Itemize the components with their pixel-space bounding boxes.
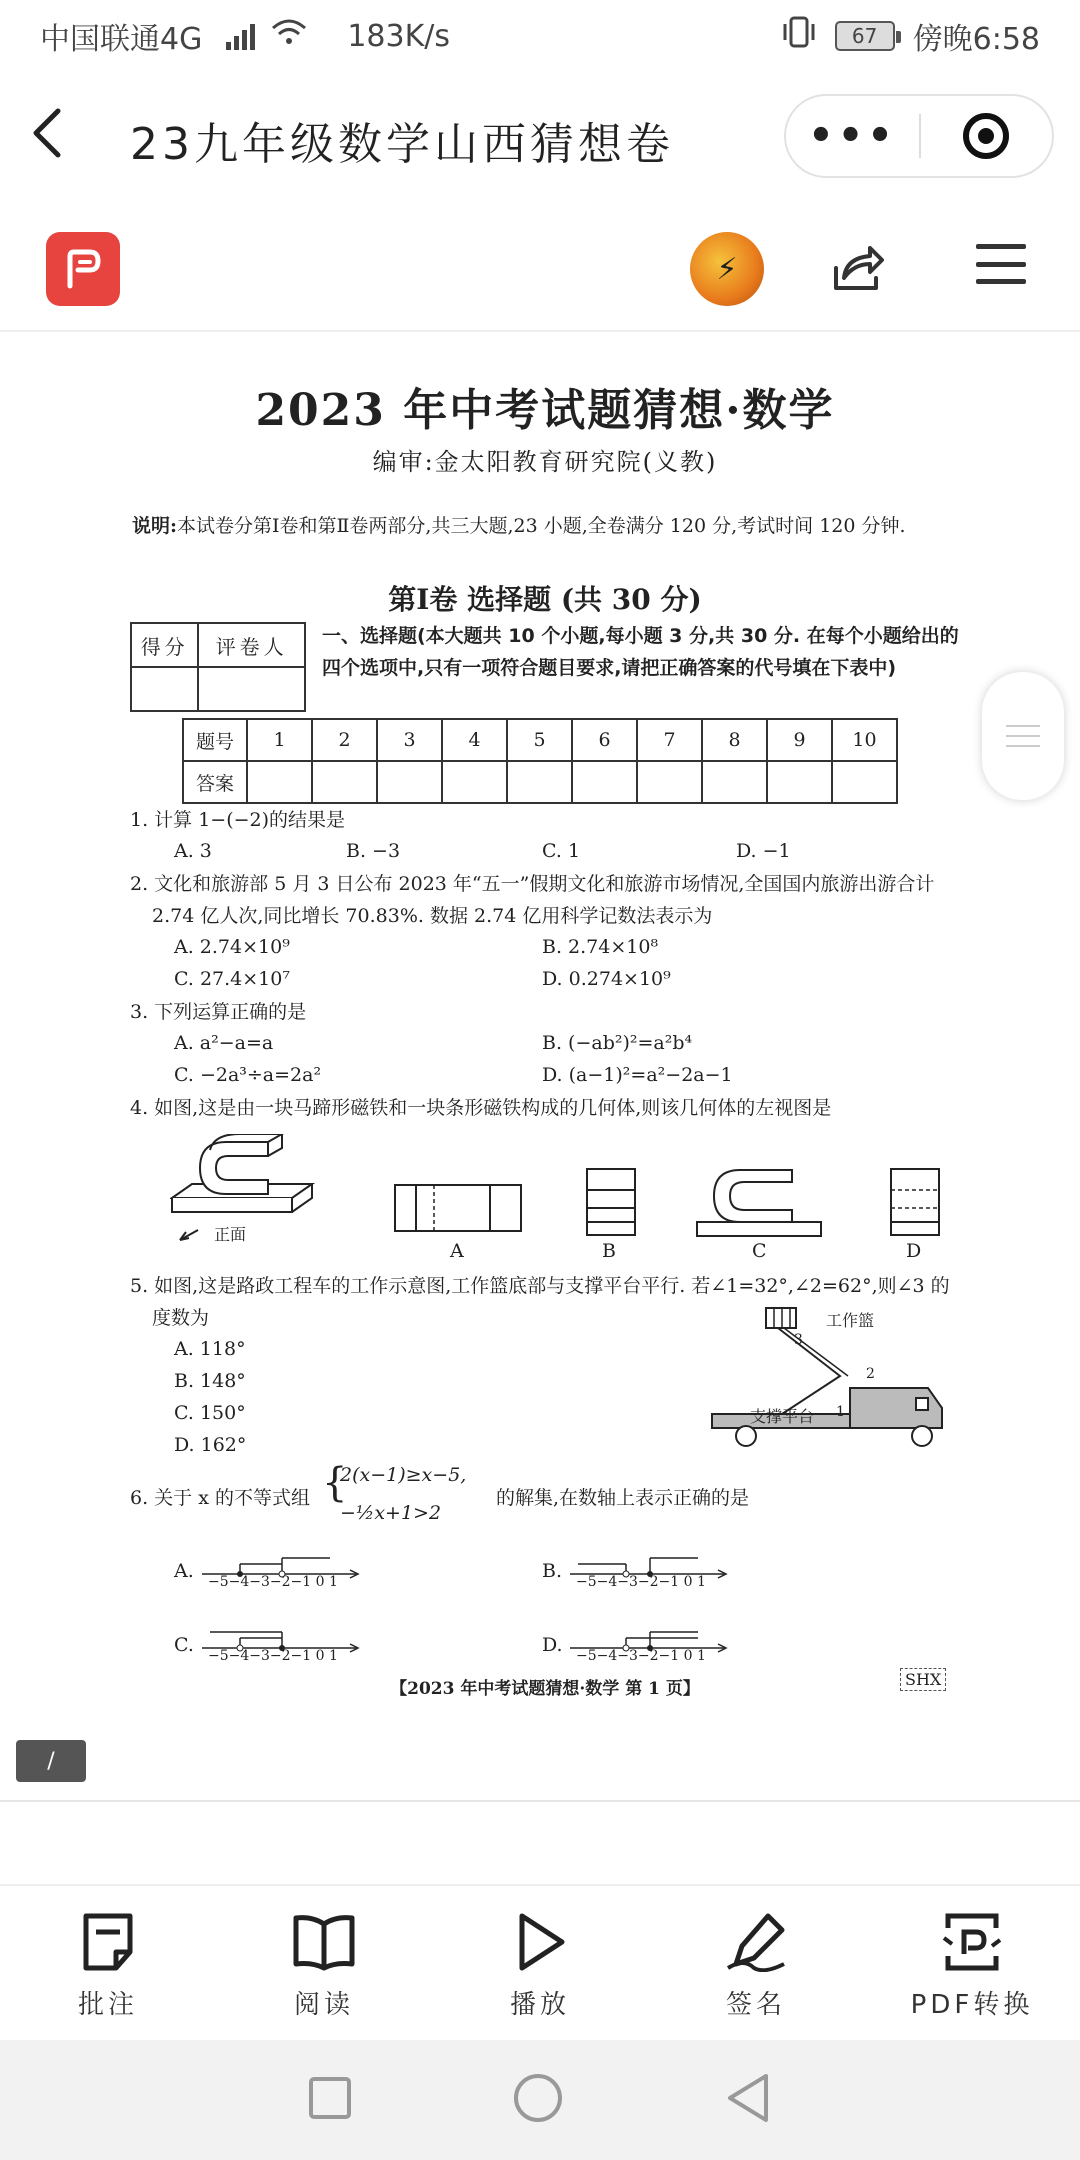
share-icon[interactable]: [830, 240, 884, 298]
answer-table: [182, 718, 898, 804]
app-toolbar: [0, 228, 1080, 332]
page-title: 23九年级数学山西猜想卷: [130, 119, 674, 170]
network-speed: 183K/s: [347, 18, 451, 54]
exam-note: [132, 510, 952, 542]
angle-3-label: 3: [794, 1332, 803, 1348]
q6-option-b: B.: [542, 1560, 563, 1582]
clock: 傍晚6:58: [912, 22, 1040, 57]
app-logo[interactable]: [46, 232, 120, 306]
q3-option-d: D. (a−1)²=a²−2a−1: [542, 1064, 733, 1086]
nav-back-button[interactable]: [724, 2072, 772, 2128]
vibrate-icon: [781, 16, 817, 56]
avatar[interactable]: ⚡: [690, 232, 764, 306]
page-footer: 【2023 年中考试题猜想·数学 第 1 页】: [390, 1679, 700, 1699]
q2-option-d: D. 0.274×10⁹: [542, 968, 671, 990]
q6-b-ticks: −5−4−3−2−1 0 1: [576, 1574, 706, 1590]
paper-code: SHX: [900, 1668, 946, 1691]
back-button[interactable]: [30, 107, 90, 173]
q5-option-b: B. 148°: [174, 1370, 246, 1392]
carrier-label: 中国联通4G: [40, 22, 203, 57]
pdf-convert-button[interactable]: [864, 1886, 1080, 2038]
wifi-icon: [271, 18, 307, 54]
question-2: 2. 文化和旅游部 5 月 3 日公布 2023 年“五一”假期文化和旅游市场情况,全国国内旅游出游合计 2.74 亿人次,同比增长 70.83%. 数据 2.74 亿用科学记数法表示为: [130, 873, 935, 927]
basket-label: 工作篮: [826, 1311, 875, 1330]
exam-subtitle: 编审:金太阳教育研究院(义教): [372, 448, 718, 476]
status-bar: [0, 0, 1080, 72]
angle-1-label: 1: [836, 1404, 845, 1420]
q4-option-d-figure: [890, 1168, 940, 1238]
question-6-suffix: 的解集,在数轴上表示正确的是: [496, 1487, 750, 1509]
q3-option-c: C. −2a³÷a=2a²: [174, 1064, 322, 1086]
home-button[interactable]: [512, 2072, 564, 2128]
q3-option-b: B. (−ab²)²=a²b⁴: [542, 1032, 693, 1054]
q3-option-a: A. a²−a=a: [174, 1032, 274, 1054]
q1-option-b: B. −3: [346, 840, 401, 862]
q6-d-ticks: −5−4−3−2−1 0 1: [576, 1648, 706, 1664]
more-menu-button[interactable]: •••: [808, 113, 897, 159]
triangle-back-icon: [724, 2072, 772, 2124]
table-cell: 5: [507, 719, 572, 761]
table-row: [183, 719, 897, 761]
front-view-label: 正面: [214, 1225, 247, 1244]
table-cell: 3: [377, 719, 442, 761]
annotate-button[interactable]: [0, 1886, 216, 2038]
brace-symbol: {: [322, 1460, 348, 1506]
question-5: 5. 如图,这是路政工程车的工作示意图,工作篮底部与支撑平台平行. 若∠1=32°,∠2=62°,则∠3 的度数为: [130, 1275, 950, 1329]
annotate-label: 批注: [77, 1990, 138, 2020]
table-cell: 答案: [183, 761, 247, 803]
note-label: 说明:: [132, 515, 178, 537]
table-cell: 2: [312, 719, 377, 761]
signature-icon: [724, 1912, 788, 1972]
q5-option-c: C. 150°: [174, 1402, 246, 1424]
q4-option-a-label: A: [450, 1240, 464, 1262]
system-line-2: −½x+1>2: [340, 1502, 442, 1524]
page-indicator: /: [16, 1740, 86, 1782]
pdf-convert-label: PDF转换: [910, 1990, 1034, 2020]
section-title: 第Ⅰ卷 选择题 (共 30 分): [388, 583, 702, 616]
recent-apps-button[interactable]: [308, 2076, 352, 2124]
q6-c-ticks: −5−4−3−2−1 0 1: [208, 1648, 338, 1664]
q6-option-d: D.: [542, 1634, 563, 1656]
pdf-convert-icon: [942, 1912, 1002, 1972]
table-cell: 9: [767, 719, 832, 761]
q1-option-d: D. −1: [736, 840, 791, 862]
system-nav-bar: [0, 2040, 1080, 2160]
road-truck-figure: [690, 1304, 960, 1450]
table-cell: 4: [442, 719, 507, 761]
q1-option-a: A. 3: [174, 840, 212, 862]
platform-label: 支撑平台: [750, 1407, 815, 1426]
square-icon: [308, 2076, 352, 2120]
q4-option-b-label: B: [602, 1240, 616, 1262]
q5-option-d: D. 162°: [174, 1434, 247, 1456]
section-instructions: 一、选择题(本大题共 10 个小题,每小题 3 分,共 30 分. 在每个小题给出的四个选项中,只有一项符合题目要求,请把正确答案的代号填在下表中): [322, 625, 959, 679]
circle-icon: [512, 2072, 564, 2124]
table-cell: 6: [572, 719, 637, 761]
q6-option-c: C.: [174, 1634, 194, 1656]
score-label: 得分: [140, 634, 189, 659]
note-text: 本试卷分第Ⅰ卷和第Ⅱ卷两部分,共三大题,23 小题,全卷满分 120 分,考试时间 120 分钟.: [177, 515, 906, 537]
question-6-prefix: 6. 关于 x 的不等式组: [130, 1487, 310, 1509]
q4-option-c-label: C: [752, 1240, 767, 1262]
q6-a-ticks: −5−4−3−2−1 0 1: [208, 1574, 338, 1590]
table-cell: 7: [637, 719, 702, 761]
q4-option-a-figure: [394, 1184, 522, 1234]
sign-label: 签名: [725, 1990, 786, 2020]
menu-icon[interactable]: [976, 244, 1026, 284]
play-icon: [510, 1912, 570, 1972]
pdf-viewer[interactable]: [0, 334, 1080, 1802]
target-icon: [963, 113, 1009, 159]
question-4: 4. 如图,这是由一块马蹄形磁铁和一块条形磁铁构成的几何体,则该几何体的左视图是: [130, 1097, 832, 1119]
table-row: [183, 761, 897, 803]
scroll-handle[interactable]: [982, 672, 1064, 800]
bottom-action-bar: [0, 1884, 1080, 2038]
close-mini-program-button[interactable]: [921, 113, 1052, 159]
angle-2-label: 2: [866, 1366, 875, 1382]
q6-option-a: A.: [174, 1560, 194, 1582]
sign-button[interactable]: [648, 1886, 864, 2038]
q4-option-d-label: D: [906, 1240, 922, 1262]
play-button[interactable]: [432, 1886, 648, 2038]
book-icon: [292, 1912, 356, 1972]
battery-icon: 67: [835, 21, 895, 51]
table-cell: 8: [702, 719, 767, 761]
q4-option-b-figure: [586, 1168, 636, 1238]
exam-title: 2023 年中考试题猜想·数学: [255, 385, 835, 436]
signal-icon: [226, 22, 255, 50]
q1-option-c: C. 1: [542, 840, 581, 862]
table-cell: 1: [247, 719, 312, 761]
read-label: 阅读: [293, 1990, 354, 2020]
grader-label: 评卷人: [197, 624, 304, 666]
q4-option-c-figure: [696, 1168, 824, 1238]
annotate-icon: [78, 1912, 138, 1972]
table-cell: 题号: [183, 719, 247, 761]
title-bar: [0, 80, 1080, 200]
q5-option-a: A. 118°: [174, 1338, 246, 1360]
q2-option-b: B. 2.74×10⁸: [542, 936, 659, 958]
system-line-1: 2(x−1)≥x−5,: [340, 1464, 467, 1486]
question-3: 3. 下列运算正确的是: [130, 1001, 307, 1023]
q2-option-c: C. 27.4×10⁷: [174, 968, 290, 990]
mini-program-capsule: [784, 94, 1054, 178]
read-button[interactable]: [216, 1886, 432, 2038]
question-1: 1. 计算 1−(−2)的结果是: [130, 809, 346, 831]
play-label: 播放: [509, 1990, 570, 2020]
table-cell: 10: [832, 719, 897, 761]
q2-option-a: A. 2.74×10⁹: [174, 936, 290, 958]
score-box: [130, 622, 306, 712]
